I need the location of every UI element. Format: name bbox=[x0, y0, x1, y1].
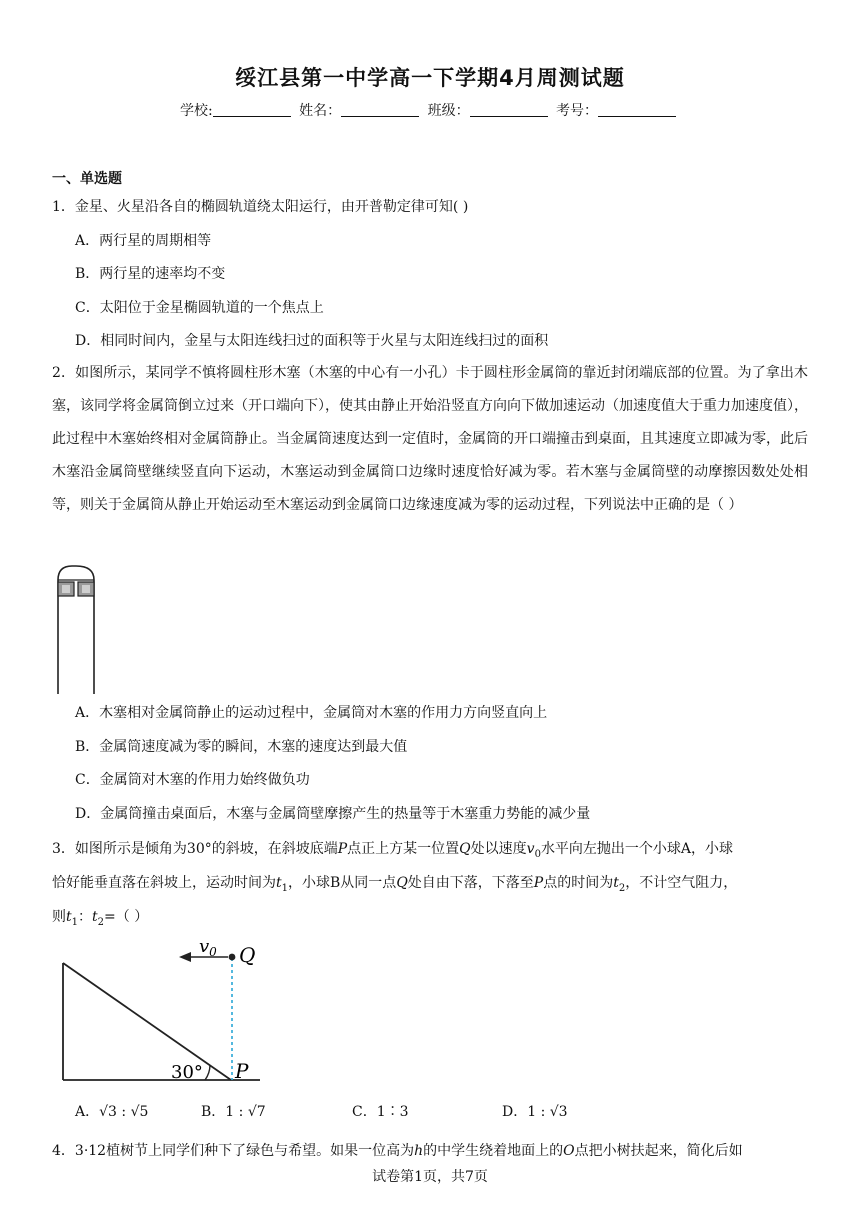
velocity-arrowhead bbox=[179, 952, 191, 962]
q3-slope-figure bbox=[55, 932, 270, 1090]
q-label: Q bbox=[239, 943, 256, 967]
q1-option-c: C．太阳位于金星椭圆轨道的一个焦点上 bbox=[75, 300, 324, 316]
class-blank[interactable] bbox=[470, 102, 548, 117]
q1-stem: 1．金星、火星沿各自的椭圆轨道绕太阳运行，由开普勒定律可知( ) bbox=[52, 199, 469, 215]
q2-option-c: C．金属筒对木塞的作用力始终做负功 bbox=[75, 772, 310, 788]
q2-option-a: A．木塞相对金属筒静止的运动过程中，金属筒对木塞的作用力方向竖直向上 bbox=[75, 705, 548, 721]
exam-number-blank[interactable] bbox=[598, 102, 676, 117]
q2-option-b: B．金属筒速度减为零的瞬间，木塞的速度达到最大值 bbox=[75, 739, 408, 755]
q2-option-d: D．金属筒撞击桌面后，木塞与金属筒壁摩擦产生的热量等于木塞重力势能的减少量 bbox=[75, 806, 591, 822]
student-info-row bbox=[0, 100, 860, 120]
q4-stem-line-1: 4．3·12植树节上同学们种下了绿色与希望。如果一位高为h的中学生绕着地面上的O点把小树扶起来，简化后如 bbox=[52, 1143, 743, 1159]
exam-number-label: 考号： bbox=[556, 103, 599, 119]
slope-hypotenuse bbox=[63, 963, 231, 1080]
q3-option-c: C．1∶3 bbox=[352, 1104, 409, 1120]
cork-left-highlight bbox=[62, 585, 70, 593]
school-blank[interactable] bbox=[213, 102, 291, 117]
v0-label: $v_0$ bbox=[199, 936, 217, 959]
school-label: 学校: bbox=[179, 103, 213, 119]
page-footer: 试卷第1页，共7页 bbox=[372, 1169, 488, 1185]
name-label: 姓名： bbox=[299, 103, 342, 119]
q3-stem-line-1: 3．如图所示是倾角为30°的斜坡，在斜坡底端P点正上方某一位置Q处以速度$v_0$水平向左抛出一个小球A，小球 bbox=[52, 841, 734, 860]
q1-option-b: B．两行星的速率均不变 bbox=[75, 266, 226, 282]
p-label: P bbox=[235, 1059, 249, 1083]
point-q bbox=[229, 954, 236, 961]
class-label: 班级： bbox=[427, 103, 470, 119]
q2-stem: 2．如图所示，某同学不慎将圆柱形木塞（木塞的中心有一小孔）卡于圆柱形金属筒的靠近封闭端底部的位置。为了拿出木塞，该同学将金属筒倒立过来（开口端向下），使其由静止开始沿竖直方向向下做加速运动（加速度值大于重力加速度值），此过程中木塞始终相对金属筒静止。当金属筒速度达到一定值时，金属筒的开口端撞击到桌面，且其速度立即减为零，此后木塞沿金属筒壁继续竖直向下运动，木塞运动到金属筒口边缘时速度恰好减为零。若木塞与金属筒壁的动摩擦因数处处相等，则关于金属筒从静止开始运动至木塞运动到金属筒口边缘速度减为零的运动过程，下列说法中正确的是（ ） bbox=[52, 365, 808, 513]
q3-stem-line-2: 恰好能垂直落在斜坡上，运动时间为$t_1$，小球B从同一点Q处自由下落，下落至P点的时间为$t_2$，不计空气阻力， bbox=[52, 875, 738, 894]
q3-option-a: A．√3 : √5 bbox=[75, 1104, 149, 1120]
angle-label: 30° bbox=[171, 1062, 203, 1083]
page-title: 绥江县第一中学高一下学期4月周测试题 bbox=[235, 66, 625, 90]
q1-option-d: D．相同时间内，金星与太阳连线扫过的面积等于火星与太阳连线扫过的面积 bbox=[75, 333, 549, 349]
name-blank[interactable] bbox=[341, 102, 419, 117]
q2-metal-tube-figure bbox=[50, 560, 100, 696]
q3-option-d: D．1 : √3 bbox=[502, 1104, 568, 1120]
section-title: 一、单选题 bbox=[52, 171, 122, 187]
q1-option-a: A．两行星的周期相等 bbox=[75, 233, 212, 249]
cork-right-highlight bbox=[82, 585, 90, 593]
q3-stem-line-3: 则$t_1$：$t_2=$（ ） bbox=[52, 909, 149, 928]
q3-option-b: B．1 : √7 bbox=[201, 1104, 266, 1120]
angle-arc bbox=[205, 1065, 210, 1080]
